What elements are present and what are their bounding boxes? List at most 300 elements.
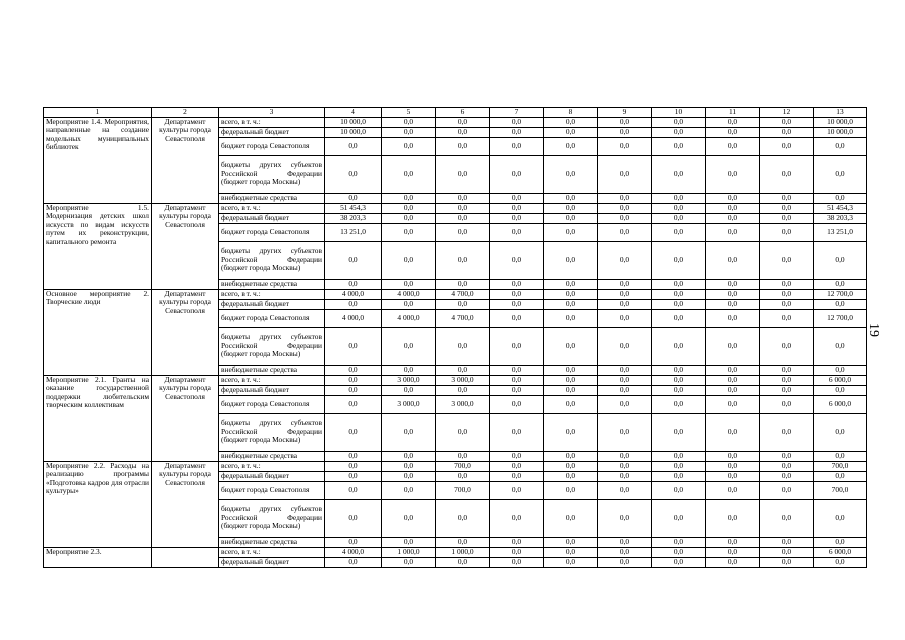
value-cell: 0,0 [436,299,490,309]
header-cell: 8 [544,108,598,118]
value-cell: 0,0 [652,117,706,127]
value-cell: 0,0 [706,461,760,471]
department-cell: Департамент культуры города Севастополя [152,203,219,289]
funding-source-cell: бюджеты других субъектов Российской Федерации (бюджет города Москвы) [219,155,325,193]
value-cell: 0,0 [814,137,867,155]
value-cell: 0,0 [652,137,706,155]
value-cell: 0,0 [490,481,544,499]
value-cell: 0,0 [325,537,382,547]
value-cell: 0,0 [436,155,490,193]
value-cell: 13 251,0 [814,223,867,241]
value-cell: 0,0 [436,451,490,461]
value-cell: 12 700,0 [814,309,867,327]
header-cell: 1 [44,108,152,118]
value-cell: 0,0 [814,327,867,365]
value-cell: 0,0 [544,279,598,289]
value-cell: 0,0 [490,461,544,471]
measure-name-cell: Мероприятие 1.4. Мероприятия, направленные на создание модельных муниципальных библиотек [44,117,152,203]
funding-source-cell: внебюджетные средства [219,279,325,289]
value-cell: 0,0 [544,481,598,499]
value-cell: 0,0 [382,557,436,567]
value-cell: 4 000,0 [325,547,382,557]
value-cell: 0,0 [544,193,598,203]
value-cell: 3 000,0 [382,395,436,413]
department-cell: Департамент культуры города Севастополя [152,375,219,461]
value-cell: 0,0 [490,537,544,547]
value-cell: 0,0 [652,413,706,451]
value-cell: 0,0 [814,279,867,289]
value-cell: 0,0 [652,471,706,481]
value-cell: 700,0 [814,481,867,499]
value-cell: 0,0 [490,547,544,557]
value-cell: 6 000,0 [814,547,867,557]
header-cell: 5 [382,108,436,118]
value-cell: 0,0 [490,413,544,451]
value-cell: 0,0 [760,385,814,395]
measure-name-cell: Основное мероприятие 2. Творческие люди [44,289,152,375]
value-cell: 0,0 [598,213,652,223]
value-cell: 0,0 [325,481,382,499]
value-cell: 0,0 [706,279,760,289]
value-cell: 0,0 [706,155,760,193]
value-cell: 0,0 [706,127,760,137]
funding-source-cell: бюджеты других субъектов Российской Федерации (бюджет города Москвы) [219,241,325,279]
value-cell: 0,0 [382,127,436,137]
value-cell: 0,0 [598,413,652,451]
value-cell: 0,0 [814,365,867,375]
value-cell: 0,0 [490,127,544,137]
value-cell: 0,0 [544,137,598,155]
value-cell: 0,0 [760,327,814,365]
value-cell: 0,0 [544,451,598,461]
value-cell: 0,0 [652,385,706,395]
value-cell: 0,0 [490,299,544,309]
funding-source-cell: внебюджетные средства [219,451,325,461]
value-cell: 0,0 [814,299,867,309]
department-cell: Департамент культуры города Севастополя [152,117,219,203]
value-cell: 0,0 [382,537,436,547]
value-cell: 1 000,0 [382,547,436,557]
measure-name-cell: Мероприятие 1.5. Модернизация детских школ искусств по видам искусств путем их реконструкции, капитального ремонта [44,203,152,289]
value-cell: 0,0 [490,117,544,127]
funding-source-cell: бюджеты других субъектов Российской Федерации (бюджет города Москвы) [219,499,325,537]
value-cell: 4 700,0 [436,309,490,327]
funding-source-cell: всего, в т. ч.: [219,203,325,213]
value-cell: 0,0 [382,451,436,461]
value-cell: 0,0 [706,137,760,155]
department-cell: Департамент культуры города Севастополя [152,289,219,375]
value-cell: 0,0 [598,481,652,499]
value-cell: 0,0 [652,213,706,223]
value-cell: 0,0 [325,499,382,537]
value-cell: 0,0 [814,471,867,481]
value-cell: 0,0 [325,375,382,385]
table-row [44,461,867,471]
value-cell: 3 000,0 [382,375,436,385]
value-cell: 10 000,0 [325,117,382,127]
page-number: 19 [866,323,881,337]
header-cell: 6 [436,108,490,118]
value-cell: 0,0 [325,461,382,471]
value-cell: 0,0 [760,471,814,481]
value-cell: 0,0 [382,117,436,127]
value-cell: 0,0 [382,471,436,481]
value-cell: 0,0 [814,537,867,547]
value-cell: 0,0 [544,309,598,327]
value-cell: 0,0 [325,193,382,203]
value-cell: 0,0 [544,289,598,299]
value-cell: 0,0 [490,155,544,193]
value-cell: 0,0 [760,461,814,471]
value-cell: 0,0 [760,241,814,279]
value-cell: 0,0 [490,385,544,395]
value-cell: 0,0 [490,451,544,461]
value-cell: 0,0 [325,395,382,413]
value-cell: 0,0 [436,327,490,365]
value-cell: 0,0 [490,289,544,299]
header-cell: 7 [490,108,544,118]
value-cell: 0,0 [760,547,814,557]
value-cell: 0,0 [544,471,598,481]
value-cell: 0,0 [544,395,598,413]
funding-source-cell: внебюджетные средства [219,193,325,203]
value-cell: 0,0 [598,155,652,193]
value-cell: 0,0 [598,451,652,461]
value-cell: 0,0 [652,279,706,289]
funding-source-cell: федеральный бюджет [219,299,325,309]
value-cell: 0,0 [706,117,760,127]
value-cell: 0,0 [706,413,760,451]
measure-name-cell: Мероприятие 2.2. Расходы на реализацию программы «Подготовка кадров для отрасли культуры» [44,461,152,547]
value-cell: 0,0 [706,309,760,327]
value-cell: 3 000,0 [436,395,490,413]
table-row [44,547,867,557]
value-cell: 0,0 [325,299,382,309]
value-cell: 0,0 [706,213,760,223]
value-cell: 0,0 [706,395,760,413]
value-cell: 4 000,0 [325,309,382,327]
value-cell: 0,0 [814,155,867,193]
value-cell: 0,0 [436,241,490,279]
value-cell: 0,0 [706,203,760,213]
value-cell: 0,0 [382,461,436,471]
value-cell: 0,0 [382,137,436,155]
value-cell: 0,0 [490,309,544,327]
header-cell: 10 [652,108,706,118]
value-cell: 0,0 [382,155,436,193]
value-cell: 0,0 [706,327,760,365]
value-cell: 0,0 [652,375,706,385]
value-cell: 0,0 [598,327,652,365]
value-cell: 0,0 [652,309,706,327]
value-cell: 0,0 [652,481,706,499]
value-cell: 0,0 [436,117,490,127]
value-cell: 0,0 [544,213,598,223]
value-cell: 0,0 [814,451,867,461]
value-cell: 0,0 [760,155,814,193]
funding-source-cell: федеральный бюджет [219,557,325,567]
funding-source-cell: бюджет города Севастополя [219,137,325,155]
value-cell: 0,0 [760,127,814,137]
value-cell: 0,0 [760,289,814,299]
value-cell: 0,0 [598,557,652,567]
value-cell: 0,0 [382,413,436,451]
value-cell: 0,0 [598,537,652,547]
value-cell: 0,0 [760,309,814,327]
funding-source-cell: внебюджетные средства [219,537,325,547]
value-cell: 0,0 [598,499,652,537]
value-cell: 0,0 [544,241,598,279]
value-cell: 0,0 [598,365,652,375]
header-row [44,108,867,118]
value-cell: 0,0 [325,413,382,451]
value-cell: 0,0 [760,193,814,203]
value-cell: 0,0 [760,213,814,223]
value-cell: 0,0 [598,241,652,279]
value-cell: 0,0 [598,279,652,289]
value-cell: 0,0 [544,413,598,451]
value-cell: 4 000,0 [382,289,436,299]
header-cell: 4 [325,108,382,118]
value-cell: 0,0 [598,395,652,413]
value-cell: 0,0 [544,223,598,241]
value-cell: 1 000,0 [436,547,490,557]
value-cell: 0,0 [325,557,382,567]
value-cell: 0,0 [544,547,598,557]
value-cell: 0,0 [490,395,544,413]
value-cell: 0,0 [325,385,382,395]
value-cell: 10 000,0 [814,127,867,137]
funding-source-cell: бюджет города Севастополя [219,395,325,413]
funding-source-cell: федеральный бюджет [219,385,325,395]
value-cell: 0,0 [598,193,652,203]
value-cell: 0,0 [490,279,544,289]
value-cell: 12 700,0 [814,289,867,299]
value-cell: 0,0 [544,557,598,567]
value-cell: 0,0 [706,365,760,375]
value-cell: 0,0 [652,461,706,471]
value-cell: 13 251,0 [325,223,382,241]
value-cell: 0,0 [382,223,436,241]
value-cell: 0,0 [544,365,598,375]
value-cell: 0,0 [760,279,814,289]
value-cell: 0,0 [544,299,598,309]
value-cell: 0,0 [436,127,490,137]
value-cell: 0,0 [490,241,544,279]
value-cell: 0,0 [706,289,760,299]
value-cell: 0,0 [490,471,544,481]
value-cell: 38 203,3 [814,213,867,223]
value-cell: 0,0 [760,499,814,537]
value-cell: 0,0 [490,137,544,155]
table-row [44,117,867,127]
department-cell [152,547,219,567]
value-cell: 0,0 [544,203,598,213]
value-cell: 0,0 [490,213,544,223]
funding-source-cell: бюджет города Севастополя [219,309,325,327]
value-cell: 0,0 [382,279,436,289]
value-cell: 0,0 [652,499,706,537]
value-cell: 0,0 [598,461,652,471]
value-cell: 0,0 [706,499,760,537]
value-cell: 0,0 [544,117,598,127]
value-cell: 0,0 [544,327,598,365]
table-body [44,108,867,568]
value-cell: 0,0 [325,471,382,481]
value-cell: 0,0 [760,413,814,451]
value-cell: 0,0 [436,223,490,241]
value-cell: 0,0 [325,241,382,279]
value-cell: 10 000,0 [325,127,382,137]
value-cell: 0,0 [652,327,706,365]
value-cell: 0,0 [652,193,706,203]
value-cell: 4 000,0 [382,309,436,327]
funding-source-cell: бюджет города Севастополя [219,223,325,241]
value-cell: 0,0 [382,193,436,203]
value-cell: 0,0 [544,127,598,137]
value-cell: 700,0 [436,481,490,499]
value-cell: 0,0 [652,289,706,299]
value-cell: 0,0 [760,137,814,155]
value-cell: 0,0 [814,193,867,203]
value-cell: 0,0 [598,289,652,299]
measure-name-cell: Мероприятие 2.1. Гранты на оказание государственной поддержки любительским творческим коллективам [44,375,152,461]
value-cell: 0,0 [490,193,544,203]
value-cell: 0,0 [382,327,436,365]
measure-name-cell: Мероприятие 2.3. [44,547,152,567]
funding-source-cell: федеральный бюджет [219,471,325,481]
value-cell: 0,0 [760,365,814,375]
funding-source-cell: всего, в т. ч.: [219,461,325,471]
value-cell: 0,0 [706,223,760,241]
value-cell: 0,0 [760,299,814,309]
value-cell: 0,0 [436,137,490,155]
value-cell: 0,0 [652,203,706,213]
value-cell: 0,0 [325,365,382,375]
value-cell: 0,0 [325,451,382,461]
value-cell: 0,0 [325,137,382,155]
value-cell: 0,0 [436,193,490,203]
value-cell: 0,0 [760,375,814,385]
value-cell: 51 454,3 [814,203,867,213]
value-cell: 0,0 [814,499,867,537]
value-cell: 0,0 [490,499,544,537]
value-cell: 0,0 [652,537,706,547]
value-cell: 700,0 [814,461,867,471]
value-cell: 0,0 [706,537,760,547]
value-cell: 0,0 [544,499,598,537]
header-cell: 13 [814,108,867,118]
funding-source-cell: всего, в т. ч.: [219,375,325,385]
value-cell: 0,0 [544,537,598,547]
value-cell: 0,0 [760,557,814,567]
value-cell: 0,0 [706,385,760,395]
value-cell: 0,0 [760,481,814,499]
value-cell: 0,0 [436,557,490,567]
value-cell: 0,0 [382,203,436,213]
value-cell: 0,0 [598,299,652,309]
value-cell: 38 203,3 [325,213,382,223]
value-cell: 0,0 [706,193,760,203]
value-cell: 0,0 [382,299,436,309]
value-cell: 0,0 [814,241,867,279]
funding-source-cell: бюджеты других субъектов Российской Федерации (бюджет города Москвы) [219,327,325,365]
header-cell: 11 [706,108,760,118]
value-cell: 0,0 [598,127,652,137]
value-cell: 6 000,0 [814,375,867,385]
value-cell: 0,0 [760,223,814,241]
value-cell: 0,0 [706,241,760,279]
funding-source-cell: бюджеты других субъектов Российской Федерации (бюджет города Москвы) [219,413,325,451]
header-cell: 9 [598,108,652,118]
header-cell: 3 [219,108,325,118]
value-cell: 6 000,0 [814,395,867,413]
funding-source-cell: бюджет города Севастополя [219,481,325,499]
value-cell: 0,0 [706,299,760,309]
value-cell: 0,0 [325,279,382,289]
value-cell: 0,0 [652,127,706,137]
value-cell: 0,0 [436,365,490,375]
value-cell: 0,0 [760,203,814,213]
funding-source-cell: всего, в т. ч.: [219,289,325,299]
value-cell: 0,0 [325,327,382,365]
funding-source-cell: федеральный бюджет [219,127,325,137]
value-cell: 0,0 [436,537,490,547]
value-cell: 0,0 [490,203,544,213]
value-cell: 0,0 [436,413,490,451]
value-cell: 10 000,0 [814,117,867,127]
value-cell: 0,0 [706,547,760,557]
value-cell: 0,0 [652,451,706,461]
value-cell: 0,0 [706,557,760,567]
value-cell: 0,0 [760,395,814,413]
value-cell: 0,0 [814,385,867,395]
budget-table [43,107,867,568]
value-cell: 0,0 [490,375,544,385]
value-cell: 0,0 [436,203,490,213]
value-cell: 0,0 [382,499,436,537]
funding-source-cell: всего, в т. ч.: [219,547,325,557]
value-cell: 0,0 [760,117,814,127]
value-cell: 0,0 [652,223,706,241]
value-cell: 0,0 [436,213,490,223]
value-cell: 0,0 [706,451,760,461]
value-cell: 0,0 [598,547,652,557]
value-cell: 0,0 [760,537,814,547]
value-cell: 0,0 [382,241,436,279]
value-cell: 0,0 [436,385,490,395]
value-cell: 0,0 [652,557,706,567]
value-cell: 0,0 [490,557,544,567]
value-cell: 0,0 [382,365,436,375]
value-cell: 0,0 [544,375,598,385]
value-cell: 0,0 [652,241,706,279]
funding-source-cell: федеральный бюджет [219,213,325,223]
funding-source-cell: всего, в т. ч.: [219,117,325,127]
table-row [44,375,867,385]
value-cell: 0,0 [652,299,706,309]
value-cell: 0,0 [436,471,490,481]
department-cell: Департамент культуры города Севастополя [152,461,219,547]
value-cell: 0,0 [598,203,652,213]
value-cell: 0,0 [706,471,760,481]
value-cell: 0,0 [814,413,867,451]
value-cell: 0,0 [706,481,760,499]
funding-source-cell: внебюджетные средства [219,365,325,375]
value-cell: 0,0 [760,451,814,461]
value-cell: 0,0 [544,385,598,395]
value-cell: 3 000,0 [436,375,490,385]
